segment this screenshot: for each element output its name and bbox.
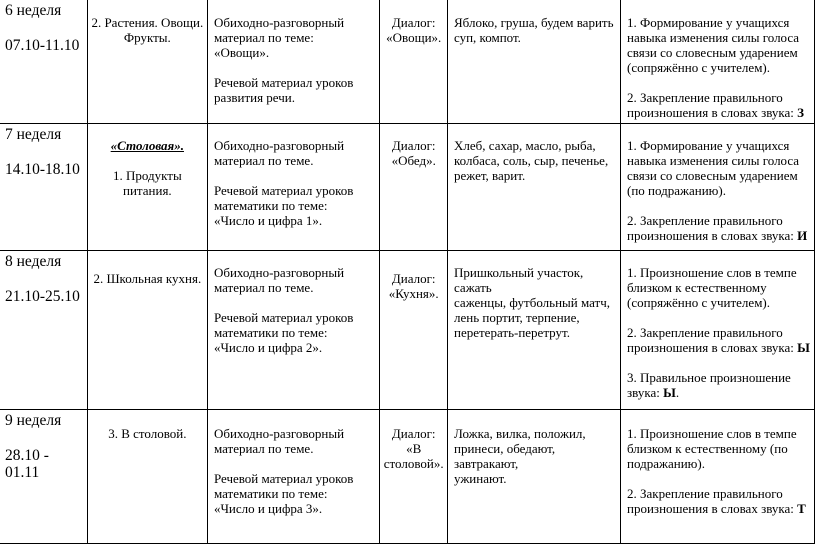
material-line: «Число и цифра 2». <box>213 340 323 355</box>
week-cell <box>0 0 87 124</box>
goal-line: навыка изменения силы голоса <box>627 30 800 45</box>
goal-line: (сопряжённо с учителем). <box>627 60 770 75</box>
goals-cell <box>621 0 815 124</box>
sound-letter: Ы <box>797 340 810 355</box>
goal-line: 2. Закрепление правильного <box>627 325 783 340</box>
goals-cell <box>621 410 815 544</box>
material-cell <box>207 251 379 410</box>
material-line: «Овощи». <box>213 45 270 60</box>
material-line: Речевой материал уроков <box>213 75 354 90</box>
goal-line: 2. Закрепление правильного <box>627 486 783 501</box>
goal-line: 1. Произношение слов в темпе <box>627 426 797 441</box>
vocab-line: перетерать-перетрут. <box>454 325 570 340</box>
sound-letter: З <box>797 105 805 120</box>
dialog-cell <box>380 0 448 124</box>
vocab-line: лень портит, терпение, <box>454 310 580 325</box>
material-line: материал по теме: <box>213 30 314 45</box>
vocab-line: саженцы, футбольный матч, <box>454 295 611 310</box>
week-dates: 28.10 - 01.11 <box>5 447 49 481</box>
material-cell <box>207 124 379 251</box>
material-cell <box>207 0 379 124</box>
dialog-line: «В <box>406 441 422 456</box>
topic-title: «Столовая». <box>110 138 184 153</box>
material-line: Речевой материал уроков <box>213 183 354 198</box>
material-line: развития речи. <box>213 90 295 105</box>
dialog-line: Диалог: <box>391 271 436 286</box>
goal-line: 1. Формирование у учащихся <box>627 15 790 30</box>
week-cell <box>0 410 87 544</box>
topic-line: 3. В столовой. <box>108 426 187 441</box>
dialog-line: Диалог: <box>391 138 436 153</box>
goals-cell <box>621 124 815 251</box>
material-line: Речевой материал уроков <box>213 310 354 325</box>
vocab-line: Хлеб, сахар, масло, рыба, <box>454 138 596 153</box>
material-line: Обиходно-разговорный <box>213 426 345 441</box>
goal-line: (сопряжённо с учителем). <box>627 295 770 310</box>
goal-line <box>627 385 810 400</box>
goal-line: 1. Произношение слов в темпе <box>627 265 797 280</box>
material-line: материал по теме. <box>213 280 314 295</box>
material-line: Речевой материал уроков <box>213 471 354 486</box>
week-cell <box>0 251 87 410</box>
week-label: 8 неделя <box>5 253 62 270</box>
goal-line: навыка изменения силы голоса <box>627 153 800 168</box>
goal-line <box>627 105 810 120</box>
material-line: Обиходно-разговорный <box>213 265 345 280</box>
material-line: материал по теме. <box>213 441 314 456</box>
week-dates: 14.10-18.10 <box>5 161 80 178</box>
vocab-line: Пришкольный участок, сажать <box>454 265 584 295</box>
material-line: Обиходно-разговорный <box>213 15 345 30</box>
topic-cell <box>87 410 207 544</box>
topic-cell <box>87 124 207 251</box>
week-label: 9 неделя <box>5 412 62 429</box>
week-label: 6 неделя <box>5 2 62 19</box>
vocabulary-cell <box>448 251 621 410</box>
goal-text: произношения в словах звука: <box>627 105 798 120</box>
material-line: математики по теме: <box>213 486 328 501</box>
vocab-line: Ложка, вилка, положил, <box>454 426 586 441</box>
topic-line: 2. Школьная кухня. <box>93 271 202 286</box>
vocab-line: Яблоко, груша, будем варить <box>454 15 614 30</box>
goal-text: произношения в словах звука: <box>627 340 798 355</box>
goal-line <box>627 228 810 243</box>
dialog-line: «Кухня». <box>388 286 439 301</box>
vocab-line: ужинают. <box>454 471 507 486</box>
material-line: «Число и цифра 1». <box>213 213 323 228</box>
topic-cell <box>87 0 207 124</box>
sound-letter: Ы <box>663 385 676 400</box>
material-line: материал по теме. <box>213 153 314 168</box>
goal-text: произношения в словах звука: <box>627 501 798 516</box>
goal-line: 1. Формирование у учащихся <box>627 138 790 153</box>
goal-line: 3. Правильное произношение <box>627 370 791 385</box>
goal-text: звука: <box>627 385 664 400</box>
table-row <box>0 410 815 544</box>
vocab-line: принеси, обедают, завтракают, <box>454 441 556 471</box>
topic-cell <box>87 251 207 410</box>
goal-line: подражанию). <box>627 456 705 471</box>
dialog-line: Диалог: <box>391 426 436 441</box>
dialog-line: «Обед». <box>391 153 436 168</box>
sound-letter: Т <box>797 501 806 516</box>
goal-line: близком к естественному (по <box>627 441 788 456</box>
vocab-line: режет, варит. <box>454 168 526 183</box>
goal-line: связи со словесным ударением <box>627 45 798 60</box>
goal-line: близком к естественному <box>627 280 767 295</box>
vocab-line: колбаса, соль, сыр, печенье, <box>454 153 609 168</box>
goal-line: связи со словесным ударением <box>627 168 798 183</box>
dialog-cell <box>380 124 448 251</box>
dialog-line: столовой». <box>383 456 444 471</box>
week-label: 7 неделя <box>5 126 62 143</box>
goal-line: 2. Закрепление правильного <box>627 213 783 228</box>
week-dates: 21.10-25.10 <box>5 288 80 305</box>
goal-text: . <box>675 385 680 400</box>
vocab-line: суп, компот. <box>454 30 521 45</box>
dialog-cell <box>380 251 448 410</box>
sound-letter: И <box>797 228 808 243</box>
material-line: Обиходно-разговорный <box>213 138 345 153</box>
table-row <box>0 251 815 410</box>
goal-line: (по подражанию). <box>627 183 726 198</box>
material-line: математики по теме: <box>213 198 328 213</box>
topic-line: 2. Растения. Овощи. <box>91 15 204 30</box>
goal-line <box>627 501 810 516</box>
dialog-cell <box>380 410 448 544</box>
table-row <box>0 124 815 251</box>
goals-cell <box>621 251 815 410</box>
week-cell <box>0 124 87 251</box>
vocabulary-cell <box>448 0 621 124</box>
vocabulary-cell <box>448 124 621 251</box>
dialog-line: Диалог: <box>391 15 436 30</box>
table-row <box>0 0 815 124</box>
material-cell <box>207 410 379 544</box>
goal-line <box>627 340 810 355</box>
topic-line: 1. Продукты питания. <box>112 168 182 198</box>
week-dates: 07.10-11.10 <box>5 37 80 54</box>
material-line: «Число и цифра 3». <box>213 501 323 516</box>
vocabulary-cell <box>448 410 621 544</box>
material-line: математики по теме: <box>213 325 328 340</box>
goal-text: произношения в словах звука: <box>627 228 798 243</box>
goal-line: 2. Закрепление правильного <box>627 90 783 105</box>
dialog-line: «Овощи». <box>386 30 442 45</box>
topic-line: Фрукты. <box>123 30 171 45</box>
